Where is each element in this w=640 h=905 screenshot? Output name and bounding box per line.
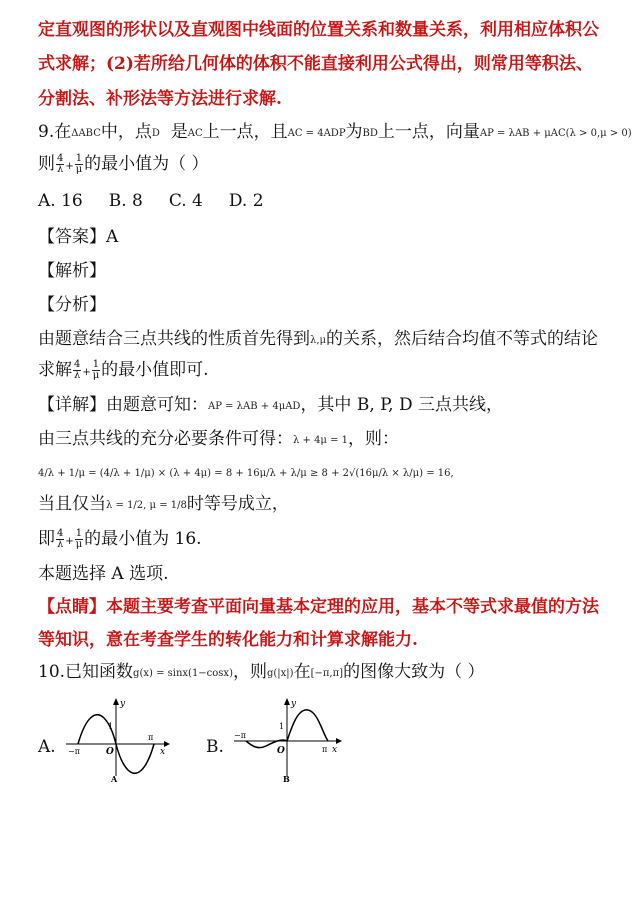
fraction-1-mu: $\frac{1}{\mu}$ bbox=[75, 153, 83, 175]
q10-option-b-label: B. bbox=[206, 737, 224, 757]
intro-line-3: 分割法、补形法等方法进行求解. bbox=[38, 89, 282, 109]
triangle-abc: ΔABC bbox=[71, 128, 101, 139]
analysis-heading: 【解析】 bbox=[38, 261, 106, 281]
graph-a-caption: A bbox=[111, 774, 118, 784]
option-a: A. 16 bbox=[38, 191, 83, 211]
graph-b-pi-label: π bbox=[322, 745, 328, 754]
condition-line: 由三点共线的充分必要条件可得：λ + 4μ = 1，则： bbox=[38, 429, 400, 449]
graph-b-x-label: x bbox=[332, 745, 338, 755]
equality-line: 当且仅当λ = 1/2, μ = 1/8时等号成立， bbox=[38, 494, 289, 514]
condition-ac-4ad: AC = 4AD bbox=[287, 128, 339, 139]
graph-a-x-label: x bbox=[160, 747, 166, 757]
graph-a-one-label: 1 bbox=[108, 722, 114, 731]
q9-stem-2: 则 $\frac{4}{\lambda}$ + $\frac{1}{\mu}$ 的最小值为（ ） bbox=[38, 153, 209, 175]
option-d: D. 2 bbox=[228, 191, 264, 211]
graph-b-caption: B bbox=[283, 774, 290, 784]
graph-b-x-arrow bbox=[336, 738, 342, 744]
graph-a-y-arrow bbox=[113, 698, 119, 705]
fenxi-line-1: 由题意结合三点共线的性质首先得到λ,μ的关系，然后结合均值不等式的结论 bbox=[38, 329, 599, 349]
condition-equation: λ + 4μ = 1 bbox=[293, 435, 349, 446]
q9-options bbox=[38, 189, 620, 213]
function-g: g(x) = sinx(1−cosx) bbox=[133, 668, 233, 679]
fenxi-line-2: 求解 $\frac{4}{\lambda}$ + $\frac{1}{\mu}$ 的最小值即可. bbox=[38, 359, 209, 381]
answer-line: 【答案】A bbox=[38, 227, 119, 247]
graph-b-origin-label: O bbox=[277, 746, 285, 756]
point-d: D bbox=[151, 128, 160, 139]
comment-line-2: 等知识，意在考查学生的转化能力和计算求解能力. bbox=[38, 630, 418, 650]
long-equation: 4/λ + 1/μ = (4/λ + 1/μ) × (λ + 4μ) = 8 + 16μ/λ + λ/μ ≥ 8 + 2√(16μ/λ × λ/μ) = 16, bbox=[38, 468, 454, 479]
choose-line: 本题选择 A 选项. bbox=[38, 564, 169, 584]
intro-line-2: 式求解；(2)若所给几何体的体积不能直接利用公式得出，则常用等积法、 bbox=[38, 54, 593, 74]
graph-a bbox=[64, 696, 174, 786]
graph-b-one-label: 1 bbox=[279, 722, 285, 731]
q9-stem: 9.在ΔABC中，点D 是AC上一点，且AC = 4ADP为BD上一点，向量AP = λAB + μAC(λ > 0,μ > 0) bbox=[38, 122, 632, 142]
q10-option-a-label: A. bbox=[38, 737, 56, 757]
graph-a-negpi-label: −π bbox=[68, 747, 80, 756]
graph-a-y-label: y bbox=[120, 699, 126, 709]
comment-line-1: 【点睛】本题主要考查平面向量基本定理的应用，基本不等式求最值的方法 bbox=[38, 597, 599, 617]
intro-line-1: 定直观图的形状以及直观图中线面的位置关系和数量关系，利用相应体积公 bbox=[38, 20, 599, 40]
graph-a-origin-label: O bbox=[106, 747, 114, 757]
graph-a-pi-label: π bbox=[148, 733, 154, 742]
min-line: 即 $\frac{4}{\lambda}$ + $\frac{1}{\mu}$ 的最小值为 16. bbox=[38, 528, 202, 550]
graph-b bbox=[232, 696, 350, 786]
option-b: B. 8 bbox=[108, 191, 143, 211]
vector-ap: AP = λAB + μAC(λ > 0,μ > 0) bbox=[479, 128, 632, 139]
graph-b-y-arrow bbox=[284, 698, 290, 705]
detail-line: 【详解】由题意可知：AP = λAB + 4μAD，其中 B, P, D 三点共线， bbox=[38, 395, 503, 415]
option-c: C. 4 bbox=[168, 191, 203, 211]
graph-b-y-label: y bbox=[291, 699, 297, 709]
fenxi-heading: 【分析】 bbox=[38, 295, 106, 315]
equality-values: λ = 1/2, μ = 1/8 bbox=[106, 500, 187, 511]
graph-b-negpi-label: −π bbox=[234, 731, 246, 740]
q10-stem: 10.已知函数g(x) = sinx(1−cosx)，则g(|x|)在[−π,π]的图像大致为（ ） bbox=[38, 662, 485, 682]
fraction-4-lambda: $\frac{4}{\lambda}$ bbox=[57, 153, 64, 175]
detail-equation: AP = λAB + 4μAD bbox=[208, 401, 301, 412]
